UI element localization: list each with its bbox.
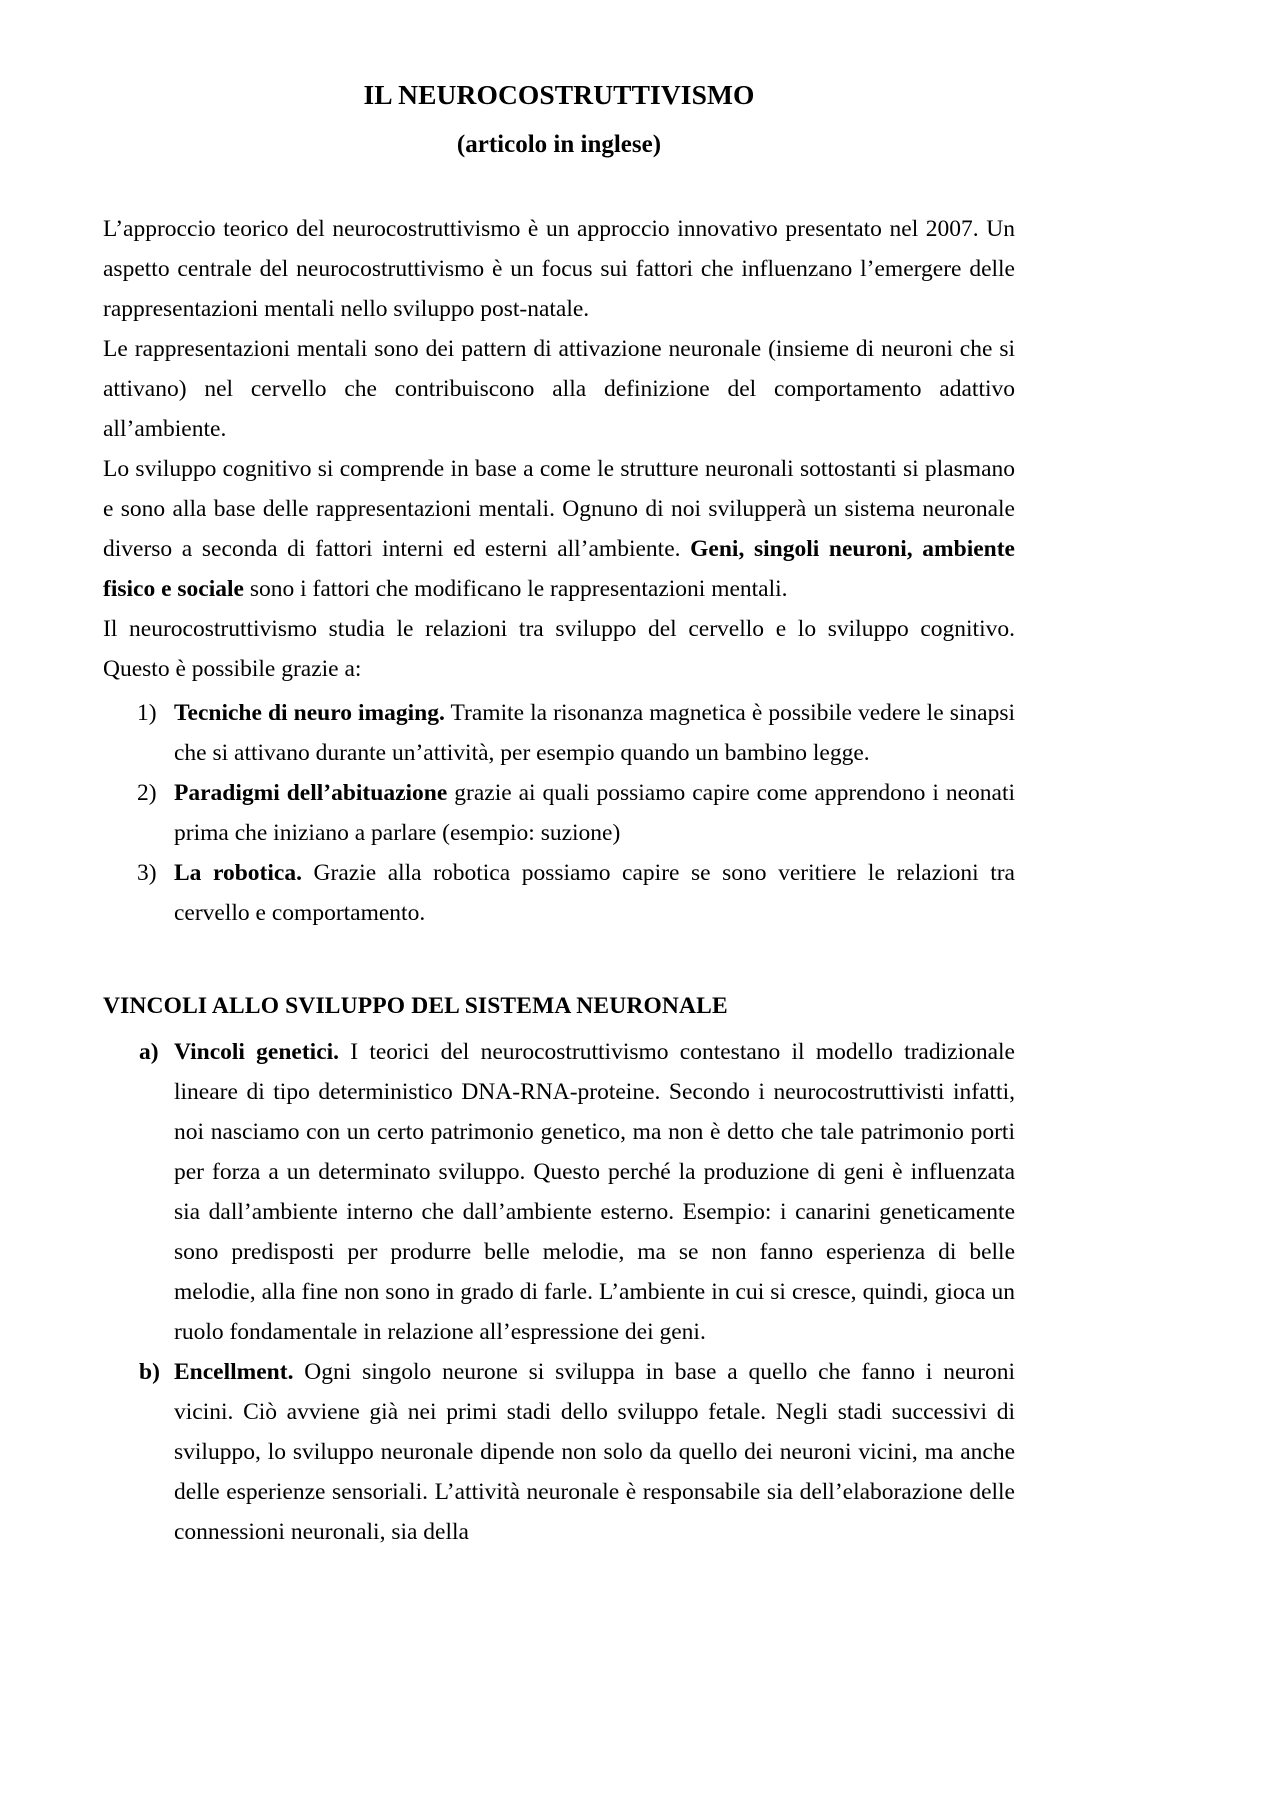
paragraph-lead-text: Lo sviluppo cognitivo si comprende in base a come le strutture neuronali sottostanti si plasmano e sono alla base delle rappresentazioni mentali. Ognuno di noi svilupperà un sistema neuronale diverso a seconda di fattori interni ed esterni all’ambiente. bbox=[103, 455, 1015, 562]
list-item-title: Encellment. bbox=[174, 1358, 294, 1385]
paragraph-intro: L’approccio teorico del neurocostruttivismo è un approccio innovativo presentato nel 2007. Un aspetto centrale del neurocostruttivismo è un focus sui fattori che influenzano l’emergere delle rappresentazioni mentali nello sviluppo post-natale. bbox=[103, 215, 1015, 322]
list-marker: 3) bbox=[137, 859, 157, 886]
paragraph-cognitive-development bbox=[103, 449, 1015, 609]
paragraph-emphasis-factors: Geni, singoli neuroni, ambiente fisico e sociale bbox=[103, 535, 1015, 602]
page-subtitle: (articolo in inglese) bbox=[456, 131, 662, 159]
list-item bbox=[103, 773, 1015, 853]
body-text bbox=[103, 209, 1015, 1552]
list-item-title: Tecniche di neuro imaging. bbox=[174, 699, 445, 726]
list-item-text: Ogni singolo neurone si sviluppa in base a quello che fanno i neuroni vicini. Ciò avviene già nei primi stadi dello sviluppo fetale. Negli stadi successivi di sviluppo, lo sviluppo neuronale dipende non solo da quello dei neuroni vicini, ma anche delle esperienze sensoriali. L’attività neuronale è responsabile sia dell’elaborazione delle connessioni neuronali, sia della bbox=[174, 1358, 1015, 1545]
list-marker: 1) bbox=[137, 699, 157, 726]
paragraph-list-intro: Il neurocostruttivismo studia le relazioni tra sviluppo del cervello e lo sviluppo cognitivo. Questo è possibile grazie a: bbox=[103, 615, 1015, 682]
document-content bbox=[103, 78, 1015, 1552]
list-item bbox=[103, 1032, 1015, 1352]
list-item bbox=[103, 1352, 1015, 1552]
list-item-text: Grazie alla robotica possiamo capire se sono veritiere le relazioni tra cervello e comportamento. bbox=[174, 859, 1015, 926]
list-marker: a) bbox=[139, 1038, 159, 1065]
list-item bbox=[103, 853, 1015, 933]
list-item-text: Tramite la risonanza magnetica è possibile vedere le sinapsi che si attivano durante un’attività, per esempio quando un bambino legge. bbox=[174, 699, 1015, 766]
numbered-methods-list bbox=[103, 693, 1015, 933]
list-item-text: grazie ai quali possiamo capire come apprendono i neonati prima che iniziano a parlare (esempio: suzione) bbox=[174, 779, 1016, 846]
list-item bbox=[103, 693, 1015, 773]
list-item-text: I teorici del neurocostruttivismo contestano il modello tradizionale lineare di tipo deterministico DNA-RNA-proteine. Secondo i neurocostruttivisti infatti, noi nasciamo con un certo patrimonio genetico, ma non è detto che tale patrimonio porti per forza a un determinato sviluppo. Questo perché la produzione di geni è influenzata sia dall’ambiente interno che dall’ambiente esterno. Esempio: i canarini geneticamente sono predisposti per produrre belle melodie, ma se non fanno esperienza di belle melodie, alla fine non sono in grado di farle. L’ambiente in cui si cresce, quindi, gioca un ruolo fondamentale in relazione all’espressione dei geni. bbox=[174, 1038, 1015, 1345]
list-item-title: La robotica. bbox=[174, 859, 302, 886]
page-title: IL NEUROCOSTRUTTIVISMO bbox=[363, 79, 755, 110]
section-heading: VINCOLI ALLO SVILUPPO DEL SISTEMA NEURONALE bbox=[103, 992, 728, 1019]
paragraph-mental-representations: Le rappresentazioni mentali sono dei pattern di attivazione neuronale (insieme di neuroni che si attivano) nel cervello che contribuiscono alla definizione del comportamento adattivo all’ambiente. bbox=[103, 335, 1015, 442]
list-marker: b) bbox=[139, 1358, 160, 1385]
list-item-title: Vincoli genetici. bbox=[174, 1038, 340, 1065]
list-marker: 2) bbox=[137, 779, 157, 806]
lettered-constraints-list bbox=[103, 1032, 1015, 1552]
list-item-title: Paradigmi dell’abituazione bbox=[174, 779, 448, 806]
paragraph-tail-text: sono i fattori che modificano le rappresentazioni mentali. bbox=[243, 575, 788, 602]
